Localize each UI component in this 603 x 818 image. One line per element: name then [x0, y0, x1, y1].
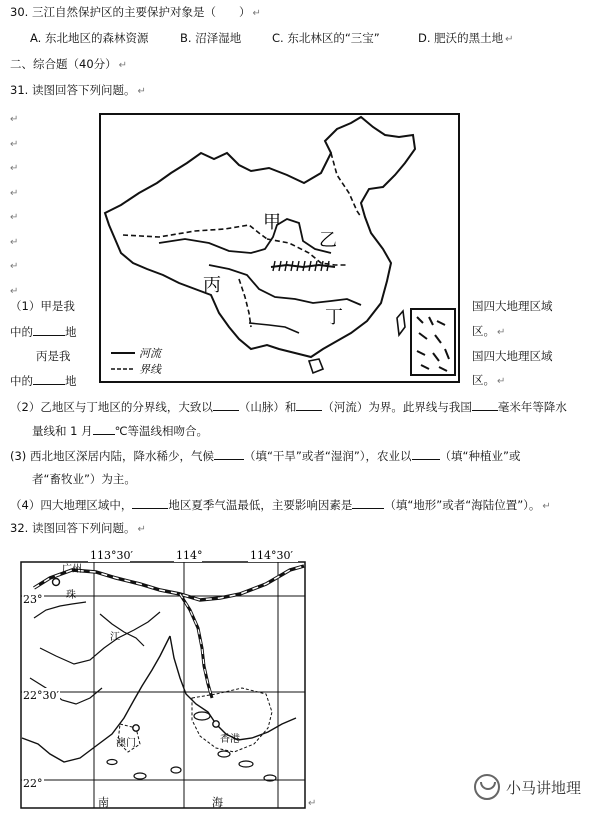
q31-sub4: （4）四大地理区域中， 地区夏季气温最低，主要影响因素是 （填“地形”或者“海陆位置”）。 ↵	[10, 498, 551, 512]
q31-sub1-c: 丙是我	[36, 349, 71, 363]
section-title: 二、综合题（40分） ↵	[10, 57, 128, 71]
blank-region-1[interactable]	[33, 323, 65, 336]
lon-label-3: 114°30′	[250, 549, 293, 562]
return-mark: ↵	[308, 798, 317, 809]
label-ding: 丁	[325, 307, 343, 328]
q31-sub2-line1: （2）乙地区与丁地区的分界线，大致以 （山脉）和 （河流）为界。此界线与我国 毫米年等降水	[10, 400, 567, 414]
pearl-river-delta-map	[20, 548, 306, 810]
legend-river: 河流	[139, 347, 161, 360]
q31-sub1-b: 中的 地	[10, 325, 77, 339]
legend-border: 界线	[139, 363, 161, 376]
watermark	[474, 774, 581, 800]
city-hongkong: 香港	[220, 734, 240, 745]
blank-region-coldest[interactable]	[132, 496, 168, 509]
q30-option-a: A. 东北地区的森林资源	[30, 31, 149, 45]
sea-label-nan: 南	[98, 796, 109, 809]
q30-option-d: D. 肥沃的黑土地 ↵	[418, 31, 514, 45]
q31-sub1-a: （1）甲是我	[10, 299, 75, 313]
blank-climate[interactable]	[214, 447, 244, 460]
q31-sub1-d-right: 区。 ↵	[472, 373, 506, 387]
label-yi: 乙	[319, 230, 337, 251]
q31-sub1-b-right: 区。 ↵	[472, 324, 506, 338]
city-guangzhou: 广州	[62, 564, 82, 575]
blank-precip[interactable]	[472, 398, 498, 411]
sea-label-hai: 海	[212, 796, 223, 809]
q31-sub3-line2: 者“畜牧业”）为主。	[32, 472, 136, 486]
q31-sub1-a-right: 国四大地理区域	[472, 299, 553, 313]
china-map	[99, 113, 460, 383]
label-bing: 丙	[203, 275, 221, 296]
q31-sub1-c-right: 国四大地理区域	[472, 349, 553, 363]
lat-label-1: 23°	[23, 593, 43, 606]
blank-river[interactable]	[296, 398, 322, 411]
watermark-text: 小马讲地理	[506, 778, 582, 797]
label-jia: 甲	[263, 212, 281, 233]
lon-label-1: 113°30′	[90, 549, 133, 562]
river-label-zhu: 珠	[66, 590, 76, 601]
q31-sub1-d: 中的 地	[10, 374, 77, 388]
blank-temp[interactable]	[93, 422, 115, 435]
hongkong-marker	[213, 721, 219, 727]
q30-option-c: C. 东北林区的“三宝”	[272, 31, 380, 45]
city-macau: 澳门	[116, 738, 136, 749]
macau-marker	[133, 725, 139, 731]
q31-sub2-line2: 量线和 1 月 ℃等温线相吻合。	[32, 424, 209, 438]
guangzhou-marker	[53, 579, 60, 586]
paragraph-marks: ↵ ↵ ↵ ↵ ↵ ↵ ↵ ↵	[10, 114, 19, 297]
wechat-logo-icon	[474, 774, 500, 800]
q32-stem: 32. 读图回答下列问题。 ↵	[10, 521, 146, 535]
lat-label-2: 22°30′	[23, 689, 59, 702]
q30-stem: 30. 三江自然保护区的主要保护对象是（ ） ↵	[10, 5, 261, 19]
lat-label-3: 22°	[23, 777, 43, 790]
blank-region-2[interactable]	[33, 372, 65, 385]
blank-factor[interactable]	[352, 496, 384, 509]
lon-label-2: 114°	[176, 549, 203, 562]
q31-stem: 31. 读图回答下列问题。 ↵	[10, 83, 146, 97]
q30-option-b: B. 沼泽湿地	[180, 31, 242, 45]
river-label-jiang: 江	[110, 632, 120, 643]
q31-sub3-line1: (3) 西北地区深居内陆，降水稀少，气候 （填“干旱”或者“湿润”），农业以 （填“种植业”或	[10, 449, 521, 463]
blank-mountain[interactable]	[213, 398, 239, 411]
blank-agriculture[interactable]	[412, 447, 440, 460]
